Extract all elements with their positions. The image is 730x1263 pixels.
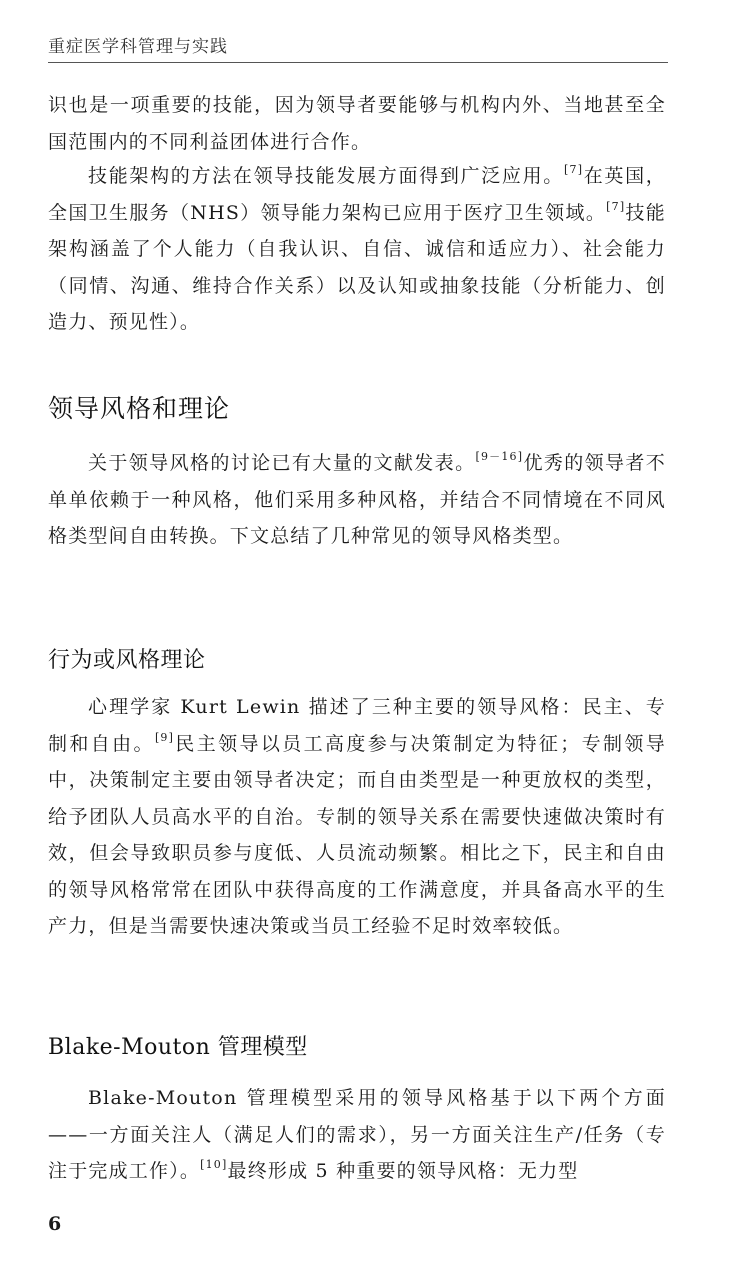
running-header: 重症医学科管理与实践 <box>48 37 228 57</box>
paragraph-text: 优秀的领导者不单单依赖于一种风格，他们采用多种风格，并结合不同情境在不同风格类型间自由转换。下文总结了几种常见的领导风格类型。 <box>48 452 666 547</box>
paragraph-blake-mouton <box>48 1080 666 1190</box>
paragraph-skills-framework <box>48 158 666 341</box>
paragraph-continued <box>48 87 666 160</box>
paragraph-leadership-styles <box>48 445 666 555</box>
subsection-heading: 行为或风格理论 <box>48 648 206 673</box>
paragraph-text: 关于领导风格的讨论已有大量的文献发表。 <box>88 452 476 474</box>
paragraph-text: 民主领导以员工高度参与决策制定为特征；专制领导中，决策制定主要由领导者决定；而自由类型是一种更放权的类型，给予团队人员高水平的自治。专制的领导关系在需要快速做决策时有效，但会导致职员参与度低、人员流动频繁。相比之下，民主和自由的领导风格常常在团队中获得高度的工作满意度，并具备高水平的生产力，但是当需要快速决策或当员工经验不足时效率较低。 <box>48 732 666 937</box>
paragraph-text: 技能架构涵盖了个人能力（自我认识、自信、诚信和适应力）、社会能力（同情、沟通、维持合作关系）以及认知或抽象技能（分析能力、创造力、预见性）。 <box>48 201 667 333</box>
citation-ref: [9] <box>154 730 175 744</box>
paragraph-lewin <box>48 689 666 945</box>
paragraph-text: Blake-Mouton 管理模型采用的领导风格基于以下两个方面——一方面关注人（满足人们的需求），另一方面关注生产/任务（专注于完成工作）。 <box>48 1087 666 1182</box>
citation-ref: [9－16] <box>475 450 524 463</box>
header-rule <box>48 62 668 63</box>
paragraph-text: 心理学家 Kurt Lewin 描述了三种主要的领导风格：民主、专制和自由。 <box>48 696 666 755</box>
paragraph-text: 在英国，全国卫生服务（NHS）领导能力架构已应用于医疗卫生领域。 <box>48 165 666 224</box>
paragraph-text: 技能架构的方法在领导技能发展方面得到广泛应用。 <box>88 165 565 187</box>
paragraph-text: 最终形成 5 种重要的领导风格：无力型 <box>227 1160 579 1182</box>
paragraph-text: 识也是一项重要的技能，因为领导者要能够与机构内外、当地甚至全国范围内的不同利益团体进行合作。 <box>48 94 666 153</box>
citation-ref: [10] <box>200 1158 228 1171</box>
subsection-heading: Blake-Mouton 管理模型 <box>48 1035 308 1060</box>
citation-ref: [7] <box>606 199 626 213</box>
page-number: 6 <box>48 1213 62 1235</box>
citation-ref: [7] <box>564 163 584 176</box>
section-heading: 领导风格和理论 <box>48 394 231 423</box>
